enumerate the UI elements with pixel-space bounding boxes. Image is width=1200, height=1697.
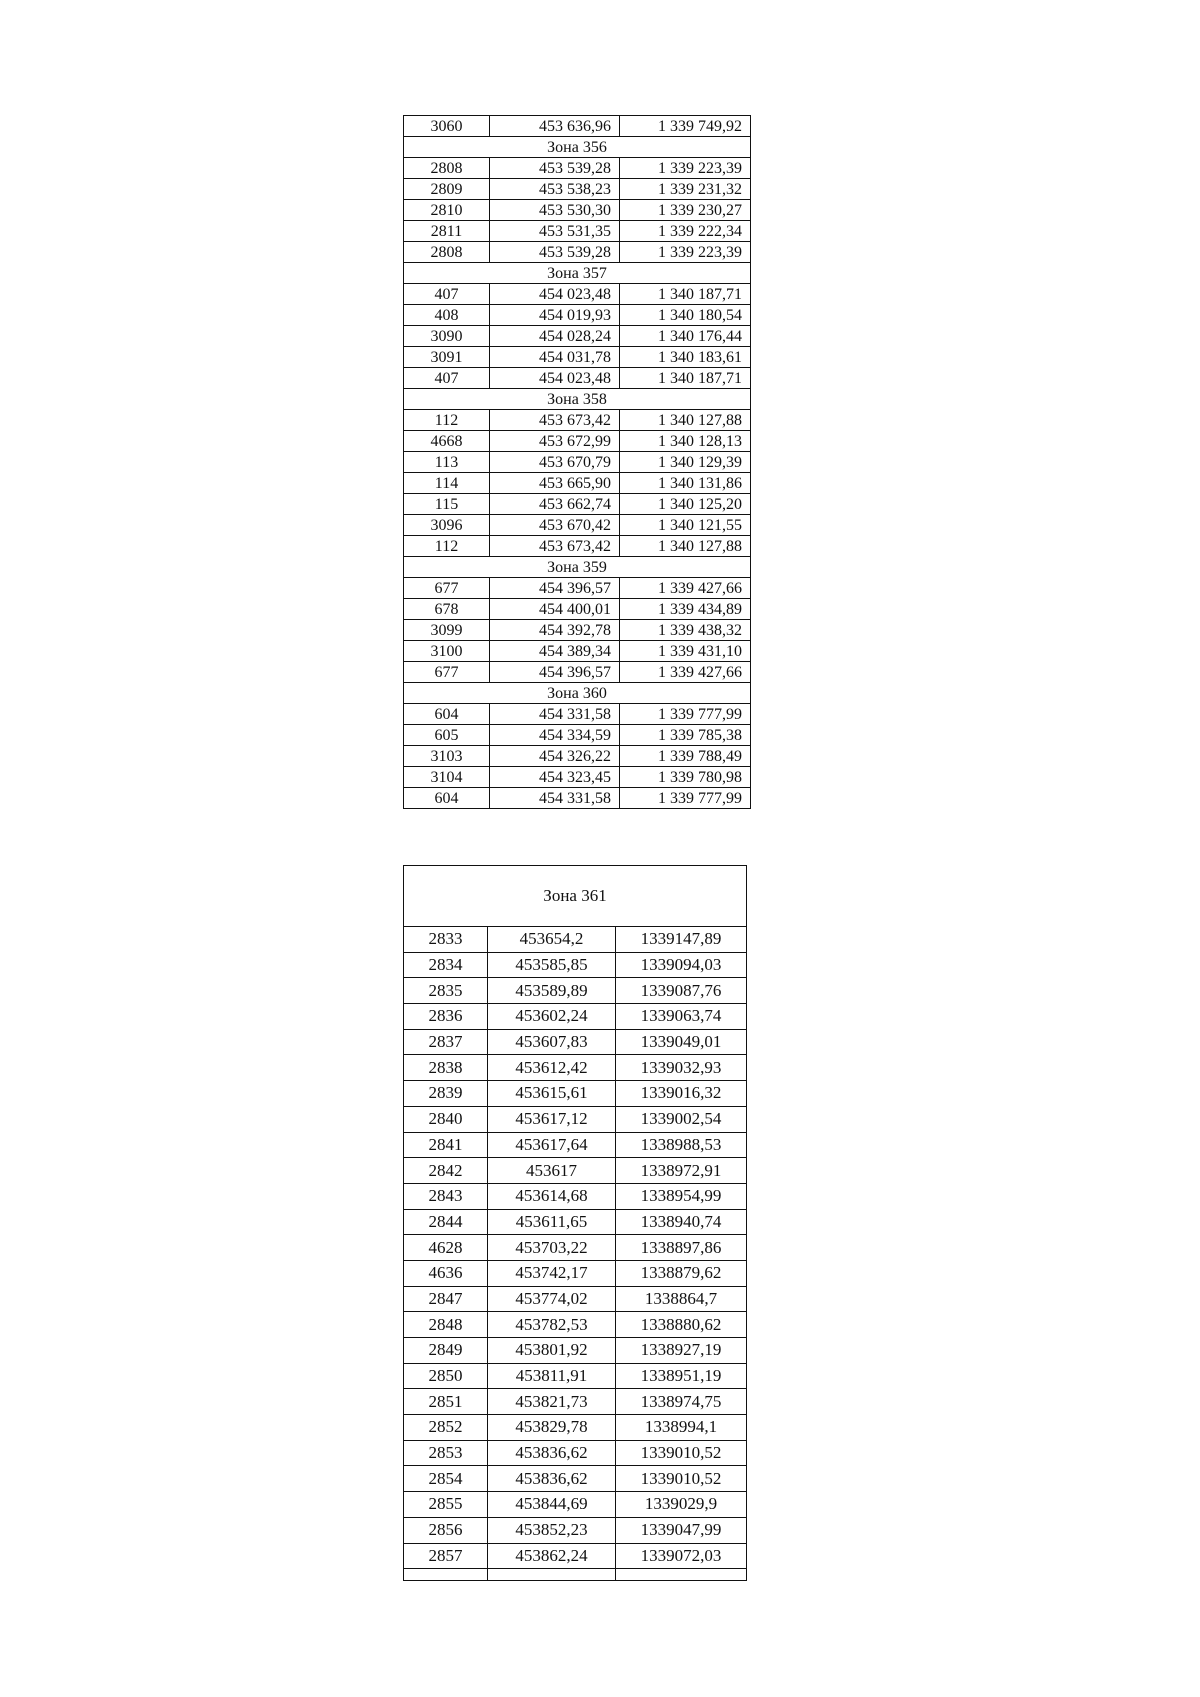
table-row bbox=[404, 452, 751, 473]
point-id-cell: 407 bbox=[404, 368, 490, 389]
table-row bbox=[404, 242, 751, 263]
zone-header-row bbox=[404, 683, 751, 704]
table-row bbox=[404, 305, 751, 326]
x-coordinate-cell: 453 539,28 bbox=[490, 242, 620, 263]
empty-row bbox=[404, 1569, 747, 1581]
x-coordinate-cell: 453615,61 bbox=[488, 1081, 616, 1107]
point-id-cell: 2848 bbox=[404, 1312, 488, 1338]
y-coordinate-cell: 1338974,75 bbox=[616, 1389, 747, 1415]
y-coordinate-cell: 1338879,62 bbox=[616, 1260, 747, 1286]
point-id-cell: 2849 bbox=[404, 1338, 488, 1364]
point-id-cell: 2833 bbox=[404, 927, 488, 953]
y-coordinate-cell: 1 339 223,39 bbox=[620, 242, 751, 263]
table-row bbox=[404, 431, 751, 452]
x-coordinate-cell: 454 331,58 bbox=[490, 788, 620, 809]
table-row bbox=[404, 704, 751, 725]
x-coordinate-cell: 454 400,01 bbox=[490, 599, 620, 620]
x-coordinate-cell: 454 023,48 bbox=[490, 284, 620, 305]
y-coordinate-cell: 1 340 180,54 bbox=[620, 305, 751, 326]
table-row bbox=[404, 952, 747, 978]
y-coordinate-cell: 1339147,89 bbox=[616, 927, 747, 953]
table-row bbox=[404, 620, 751, 641]
table-row bbox=[404, 1389, 747, 1415]
point-id-cell: 2811 bbox=[404, 221, 490, 242]
x-coordinate-cell: 453 531,35 bbox=[490, 221, 620, 242]
point-id-cell: 3103 bbox=[404, 746, 490, 767]
point-id-cell: 2838 bbox=[404, 1055, 488, 1081]
point-id-cell: 2809 bbox=[404, 179, 490, 200]
point-id-cell: 3104 bbox=[404, 767, 490, 788]
y-coordinate-cell: 1 340 129,39 bbox=[620, 452, 751, 473]
table-row bbox=[404, 1260, 747, 1286]
y-coordinate-cell: 1338994,1 bbox=[616, 1415, 747, 1441]
x-coordinate-cell: 453 673,42 bbox=[490, 536, 620, 557]
point-id-cell: 677 bbox=[404, 578, 490, 599]
x-coordinate-cell: 454 331,58 bbox=[490, 704, 620, 725]
table-row bbox=[404, 1055, 747, 1081]
x-coordinate-cell: 454 028,24 bbox=[490, 326, 620, 347]
x-coordinate-cell: 453 665,90 bbox=[490, 473, 620, 494]
point-id-cell: 408 bbox=[404, 305, 490, 326]
point-id-cell: 2841 bbox=[404, 1132, 488, 1158]
point-id-cell: 2854 bbox=[404, 1466, 488, 1492]
y-coordinate-cell: 1 339 788,49 bbox=[620, 746, 751, 767]
zone-label: Зона 357 bbox=[404, 263, 751, 284]
point-id-cell: 2851 bbox=[404, 1389, 488, 1415]
x-coordinate-cell: 453836,62 bbox=[488, 1466, 616, 1492]
table-row bbox=[404, 1312, 747, 1338]
x-coordinate-cell: 453829,78 bbox=[488, 1415, 616, 1441]
y-coordinate-cell: 1 339 231,32 bbox=[620, 179, 751, 200]
point-id-cell: 2810 bbox=[404, 200, 490, 221]
table-row bbox=[404, 767, 751, 788]
x-coordinate-cell: 453 538,23 bbox=[490, 179, 620, 200]
zone-header-row bbox=[404, 557, 751, 578]
point-id-cell: 3096 bbox=[404, 515, 490, 536]
table-row bbox=[404, 1209, 747, 1235]
point-id-cell: 112 bbox=[404, 536, 490, 557]
y-coordinate-cell: 1 339 427,66 bbox=[620, 662, 751, 683]
y-coordinate-cell: 1 339 777,99 bbox=[620, 704, 751, 725]
point-id-cell: 3099 bbox=[404, 620, 490, 641]
x-coordinate-cell: 454 031,78 bbox=[490, 347, 620, 368]
y-coordinate-cell: 1339010,52 bbox=[616, 1440, 747, 1466]
x-coordinate-cell: 453742,17 bbox=[488, 1260, 616, 1286]
y-coordinate-cell: 1 340 121,55 bbox=[620, 515, 751, 536]
point-id-cell: 604 bbox=[404, 788, 490, 809]
table-row bbox=[404, 1363, 747, 1389]
table-row bbox=[404, 368, 751, 389]
y-coordinate-cell: 1338972,91 bbox=[616, 1158, 747, 1184]
table-row bbox=[404, 1183, 747, 1209]
zone-label: Зона 361 bbox=[404, 866, 747, 927]
empty-cell bbox=[616, 1569, 747, 1581]
y-coordinate-cell: 1 339 431,10 bbox=[620, 641, 751, 662]
table-row bbox=[404, 788, 751, 809]
point-id-cell: 4628 bbox=[404, 1235, 488, 1261]
y-coordinate-cell: 1339087,76 bbox=[616, 978, 747, 1004]
point-id-cell: 112 bbox=[404, 410, 490, 431]
table-row bbox=[404, 221, 751, 242]
x-coordinate-cell: 453 539,28 bbox=[490, 158, 620, 179]
x-coordinate-cell: 453611,65 bbox=[488, 1209, 616, 1235]
table-row bbox=[404, 1517, 747, 1543]
x-coordinate-cell: 453811,91 bbox=[488, 1363, 616, 1389]
x-coordinate-cell: 454 023,48 bbox=[490, 368, 620, 389]
x-coordinate-cell: 453602,24 bbox=[488, 1004, 616, 1030]
table-row bbox=[404, 473, 751, 494]
point-id-cell: 2839 bbox=[404, 1081, 488, 1107]
point-id-cell: 2842 bbox=[404, 1158, 488, 1184]
table-row bbox=[404, 1158, 747, 1184]
x-coordinate-cell: 453 670,42 bbox=[490, 515, 620, 536]
x-coordinate-cell: 453 670,79 bbox=[490, 452, 620, 473]
x-coordinate-cell: 454 392,78 bbox=[490, 620, 620, 641]
y-coordinate-cell: 1 339 230,27 bbox=[620, 200, 751, 221]
zone-label: Зона 356 bbox=[404, 137, 751, 158]
x-coordinate-cell: 454 019,93 bbox=[490, 305, 620, 326]
zone-header-row bbox=[404, 263, 751, 284]
x-coordinate-cell: 453 672,99 bbox=[490, 431, 620, 452]
point-id-cell: 2852 bbox=[404, 1415, 488, 1441]
x-coordinate-cell: 453654,2 bbox=[488, 927, 616, 953]
point-id-cell: 2843 bbox=[404, 1183, 488, 1209]
table-row bbox=[404, 1338, 747, 1364]
x-coordinate-cell: 454 326,22 bbox=[490, 746, 620, 767]
table-row bbox=[404, 1235, 747, 1261]
point-id-cell: 2850 bbox=[404, 1363, 488, 1389]
table-row bbox=[404, 599, 751, 620]
point-id-cell: 2835 bbox=[404, 978, 488, 1004]
x-coordinate-cell: 453617,64 bbox=[488, 1132, 616, 1158]
point-id-cell: 3060 bbox=[404, 116, 490, 137]
zone-label: Зона 358 bbox=[404, 389, 751, 410]
x-coordinate-cell: 454 389,34 bbox=[490, 641, 620, 662]
point-id-cell: 2853 bbox=[404, 1440, 488, 1466]
x-coordinate-cell: 453862,24 bbox=[488, 1543, 616, 1569]
y-coordinate-cell: 1339010,52 bbox=[616, 1466, 747, 1492]
y-coordinate-cell: 1 340 187,71 bbox=[620, 284, 751, 305]
table-row bbox=[404, 494, 751, 515]
y-coordinate-cell: 1 340 187,71 bbox=[620, 368, 751, 389]
x-coordinate-cell: 453589,89 bbox=[488, 978, 616, 1004]
y-coordinate-cell: 1339029,9 bbox=[616, 1492, 747, 1518]
x-coordinate-cell: 453617,12 bbox=[488, 1106, 616, 1132]
y-coordinate-cell: 1 339 777,99 bbox=[620, 788, 751, 809]
x-coordinate-cell: 453 662,74 bbox=[490, 494, 620, 515]
x-coordinate-cell: 453 673,42 bbox=[490, 410, 620, 431]
point-id-cell: 114 bbox=[404, 473, 490, 494]
y-coordinate-cell: 1 339 780,98 bbox=[620, 767, 751, 788]
y-coordinate-cell: 1 339 223,39 bbox=[620, 158, 751, 179]
point-id-cell: 2808 bbox=[404, 242, 490, 263]
y-coordinate-cell: 1 340 131,86 bbox=[620, 473, 751, 494]
point-id-cell: 2836 bbox=[404, 1004, 488, 1030]
empty-cell bbox=[488, 1569, 616, 1581]
y-coordinate-cell: 1 339 438,32 bbox=[620, 620, 751, 641]
y-coordinate-cell: 1 340 128,13 bbox=[620, 431, 751, 452]
table-row bbox=[404, 1543, 747, 1569]
table-row bbox=[404, 284, 751, 305]
point-id-cell: 678 bbox=[404, 599, 490, 620]
x-coordinate-cell: 453852,23 bbox=[488, 1517, 616, 1543]
point-id-cell: 2840 bbox=[404, 1106, 488, 1132]
table-row bbox=[404, 536, 751, 557]
coordinates-table-zone-361 bbox=[403, 865, 747, 1581]
zone-header-row bbox=[404, 866, 747, 927]
table-row bbox=[404, 1440, 747, 1466]
y-coordinate-cell: 1 339 434,89 bbox=[620, 599, 751, 620]
y-coordinate-cell: 1 340 176,44 bbox=[620, 326, 751, 347]
table-row bbox=[404, 1004, 747, 1030]
table-row bbox=[404, 1029, 747, 1055]
y-coordinate-cell: 1338927,19 bbox=[616, 1338, 747, 1364]
table-row bbox=[404, 1492, 747, 1518]
table-row bbox=[404, 978, 747, 1004]
x-coordinate-cell: 453607,83 bbox=[488, 1029, 616, 1055]
y-coordinate-cell: 1 339 785,38 bbox=[620, 725, 751, 746]
table-row bbox=[404, 1081, 747, 1107]
point-id-cell: 4668 bbox=[404, 431, 490, 452]
point-id-cell: 677 bbox=[404, 662, 490, 683]
zone-label: Зона 360 bbox=[404, 683, 751, 704]
x-coordinate-cell: 453836,62 bbox=[488, 1440, 616, 1466]
y-coordinate-cell: 1338988,53 bbox=[616, 1132, 747, 1158]
table-row bbox=[404, 326, 751, 347]
table-row bbox=[404, 515, 751, 536]
table-row bbox=[404, 158, 751, 179]
table-row bbox=[404, 116, 751, 137]
point-id-cell: 2847 bbox=[404, 1286, 488, 1312]
zone-header-row bbox=[404, 389, 751, 410]
point-id-cell: 2857 bbox=[404, 1543, 488, 1569]
y-coordinate-cell: 1339063,74 bbox=[616, 1004, 747, 1030]
x-coordinate-cell: 453 530,30 bbox=[490, 200, 620, 221]
y-coordinate-cell: 1339032,93 bbox=[616, 1055, 747, 1081]
y-coordinate-cell: 1 340 125,20 bbox=[620, 494, 751, 515]
x-coordinate-cell: 453801,92 bbox=[488, 1338, 616, 1364]
y-coordinate-cell: 1 339 222,34 bbox=[620, 221, 751, 242]
coordinates-table-top bbox=[403, 115, 751, 809]
y-coordinate-cell: 1 340 127,88 bbox=[620, 536, 751, 557]
y-coordinate-cell: 1338880,62 bbox=[616, 1312, 747, 1338]
table-row bbox=[404, 200, 751, 221]
point-id-cell: 115 bbox=[404, 494, 490, 515]
x-coordinate-cell: 453612,42 bbox=[488, 1055, 616, 1081]
point-id-cell: 2808 bbox=[404, 158, 490, 179]
x-coordinate-cell: 454 334,59 bbox=[490, 725, 620, 746]
y-coordinate-cell: 1 340 183,61 bbox=[620, 347, 751, 368]
y-coordinate-cell: 1339049,01 bbox=[616, 1029, 747, 1055]
x-coordinate-cell: 453617 bbox=[488, 1158, 616, 1184]
point-id-cell: 3091 bbox=[404, 347, 490, 368]
y-coordinate-cell: 1 340 127,88 bbox=[620, 410, 751, 431]
table-row bbox=[404, 578, 751, 599]
x-coordinate-cell: 454 323,45 bbox=[490, 767, 620, 788]
x-coordinate-cell: 453703,22 bbox=[488, 1235, 616, 1261]
y-coordinate-cell: 1339016,32 bbox=[616, 1081, 747, 1107]
table-row bbox=[404, 641, 751, 662]
x-coordinate-cell: 454 396,57 bbox=[490, 578, 620, 599]
x-coordinate-cell: 453821,73 bbox=[488, 1389, 616, 1415]
y-coordinate-cell: 1339047,99 bbox=[616, 1517, 747, 1543]
table-row bbox=[404, 1132, 747, 1158]
point-id-cell: 2856 bbox=[404, 1517, 488, 1543]
table-row bbox=[404, 725, 751, 746]
x-coordinate-cell: 454 396,57 bbox=[490, 662, 620, 683]
empty-cell bbox=[404, 1569, 488, 1581]
point-id-cell: 605 bbox=[404, 725, 490, 746]
table-row bbox=[404, 410, 751, 431]
table-row bbox=[404, 927, 747, 953]
x-coordinate-cell: 453844,69 bbox=[488, 1492, 616, 1518]
table-row bbox=[404, 1466, 747, 1492]
table-row bbox=[404, 347, 751, 368]
table-row bbox=[404, 179, 751, 200]
table-row bbox=[404, 1106, 747, 1132]
x-coordinate-cell: 453 636,96 bbox=[490, 116, 620, 137]
x-coordinate-cell: 453774,02 bbox=[488, 1286, 616, 1312]
zone-label: Зона 359 bbox=[404, 557, 751, 578]
y-coordinate-cell: 1338954,99 bbox=[616, 1183, 747, 1209]
x-coordinate-cell: 453614,68 bbox=[488, 1183, 616, 1209]
point-id-cell: 2855 bbox=[404, 1492, 488, 1518]
table-row bbox=[404, 1415, 747, 1441]
point-id-cell: 604 bbox=[404, 704, 490, 725]
y-coordinate-cell: 1 339 749,92 bbox=[620, 116, 751, 137]
point-id-cell: 113 bbox=[404, 452, 490, 473]
x-coordinate-cell: 453585,85 bbox=[488, 952, 616, 978]
y-coordinate-cell: 1339002,54 bbox=[616, 1106, 747, 1132]
point-id-cell: 2844 bbox=[404, 1209, 488, 1235]
y-coordinate-cell: 1338864,7 bbox=[616, 1286, 747, 1312]
point-id-cell: 3100 bbox=[404, 641, 490, 662]
y-coordinate-cell: 1338951,19 bbox=[616, 1363, 747, 1389]
y-coordinate-cell: 1338897,86 bbox=[616, 1235, 747, 1261]
zone-header-row bbox=[404, 137, 751, 158]
x-coordinate-cell: 453782,53 bbox=[488, 1312, 616, 1338]
y-coordinate-cell: 1339072,03 bbox=[616, 1543, 747, 1569]
point-id-cell: 4636 bbox=[404, 1260, 488, 1286]
y-coordinate-cell: 1 339 427,66 bbox=[620, 578, 751, 599]
table-row bbox=[404, 662, 751, 683]
point-id-cell: 2834 bbox=[404, 952, 488, 978]
table-row bbox=[404, 1286, 747, 1312]
y-coordinate-cell: 1339094,03 bbox=[616, 952, 747, 978]
point-id-cell: 2837 bbox=[404, 1029, 488, 1055]
point-id-cell: 3090 bbox=[404, 326, 490, 347]
point-id-cell: 407 bbox=[404, 284, 490, 305]
table-row bbox=[404, 746, 751, 767]
y-coordinate-cell: 1338940,74 bbox=[616, 1209, 747, 1235]
